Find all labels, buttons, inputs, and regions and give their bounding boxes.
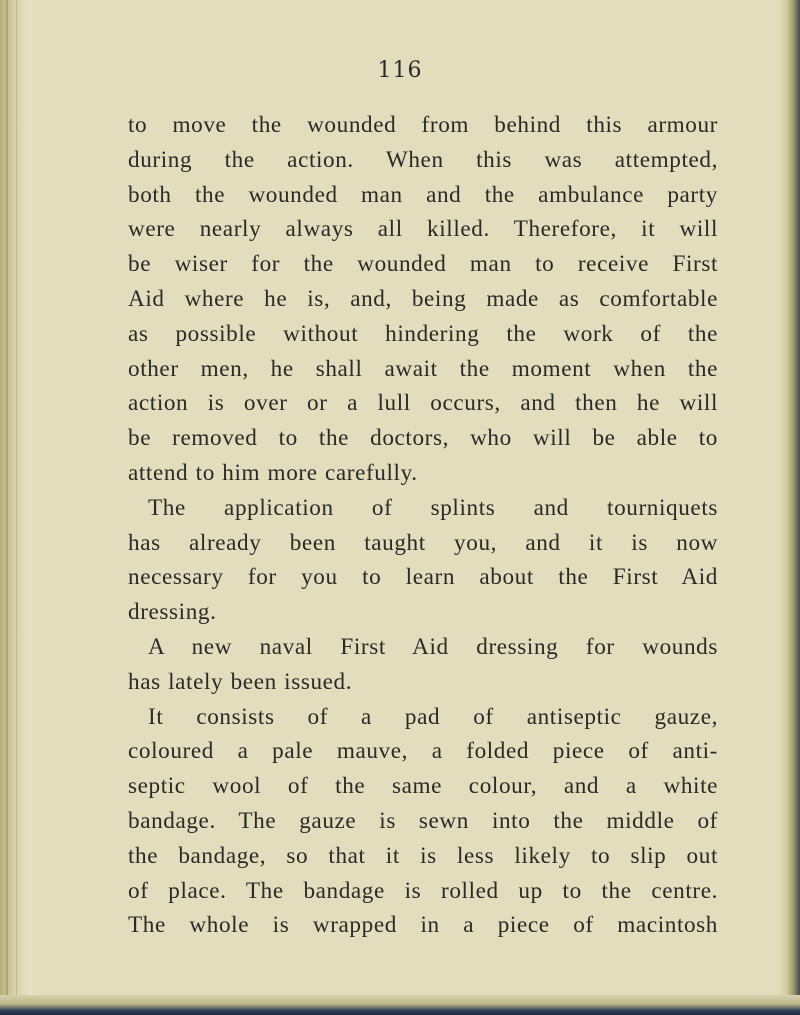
- text-line: the bandage, so that it is less likely to slip out: [128, 842, 718, 869]
- text-line: be removed to the doctors, who will be able to: [128, 425, 718, 452]
- page-edge-bottom: [0, 995, 800, 1015]
- page-number: 116: [377, 58, 423, 83]
- text-line: Aid where he is, and, being made as comfortable: [128, 285, 718, 312]
- text-line: of place. The bandage is rolled up to the centre.: [128, 877, 718, 904]
- text-line: attend to him more carefully.: [128, 459, 418, 486]
- text-line: The application of splints and tourniquets: [148, 494, 718, 521]
- text-line: A new naval First Aid dressing for wounds: [148, 633, 718, 660]
- text-line: as possible without hindering the work of the: [128, 320, 718, 347]
- text-line: has already been taught you, and it is now: [128, 529, 718, 556]
- text-line: bandage. The gauze is sewn into the middle of: [128, 807, 718, 834]
- text-line: septic wool of the same colour, and a white: [128, 773, 718, 800]
- text-line: be wiser for the wounded man to receive First: [128, 251, 718, 278]
- text-line: dressing.: [128, 599, 217, 626]
- book-binding: [0, 0, 40, 1015]
- text-line: other men, he shall await the moment when the: [128, 355, 718, 382]
- text-line: necessary for you to learn about the First Aid: [128, 564, 718, 591]
- text-line: coloured a pale mauve, a folded piece of anti-: [128, 738, 718, 765]
- body-text: [128, 108, 718, 943]
- page-edge-right: [778, 0, 800, 1015]
- text-line: action is over or a lull occurs, and then he will: [128, 390, 718, 417]
- text-line: It consists of a pad of antiseptic gauze,: [148, 703, 718, 730]
- text-line: during the action. When this was attempted,: [128, 146, 718, 173]
- text-line: to move the wounded from behind this armour: [128, 112, 718, 138]
- text-line: has lately been issued.: [128, 668, 353, 695]
- text-line: both the wounded man and the ambulance party: [128, 181, 718, 208]
- text-line: were nearly always all killed. Therefore, it will: [128, 216, 718, 243]
- text-line: The whole is wrapped in a piece of macintosh: [128, 912, 718, 939]
